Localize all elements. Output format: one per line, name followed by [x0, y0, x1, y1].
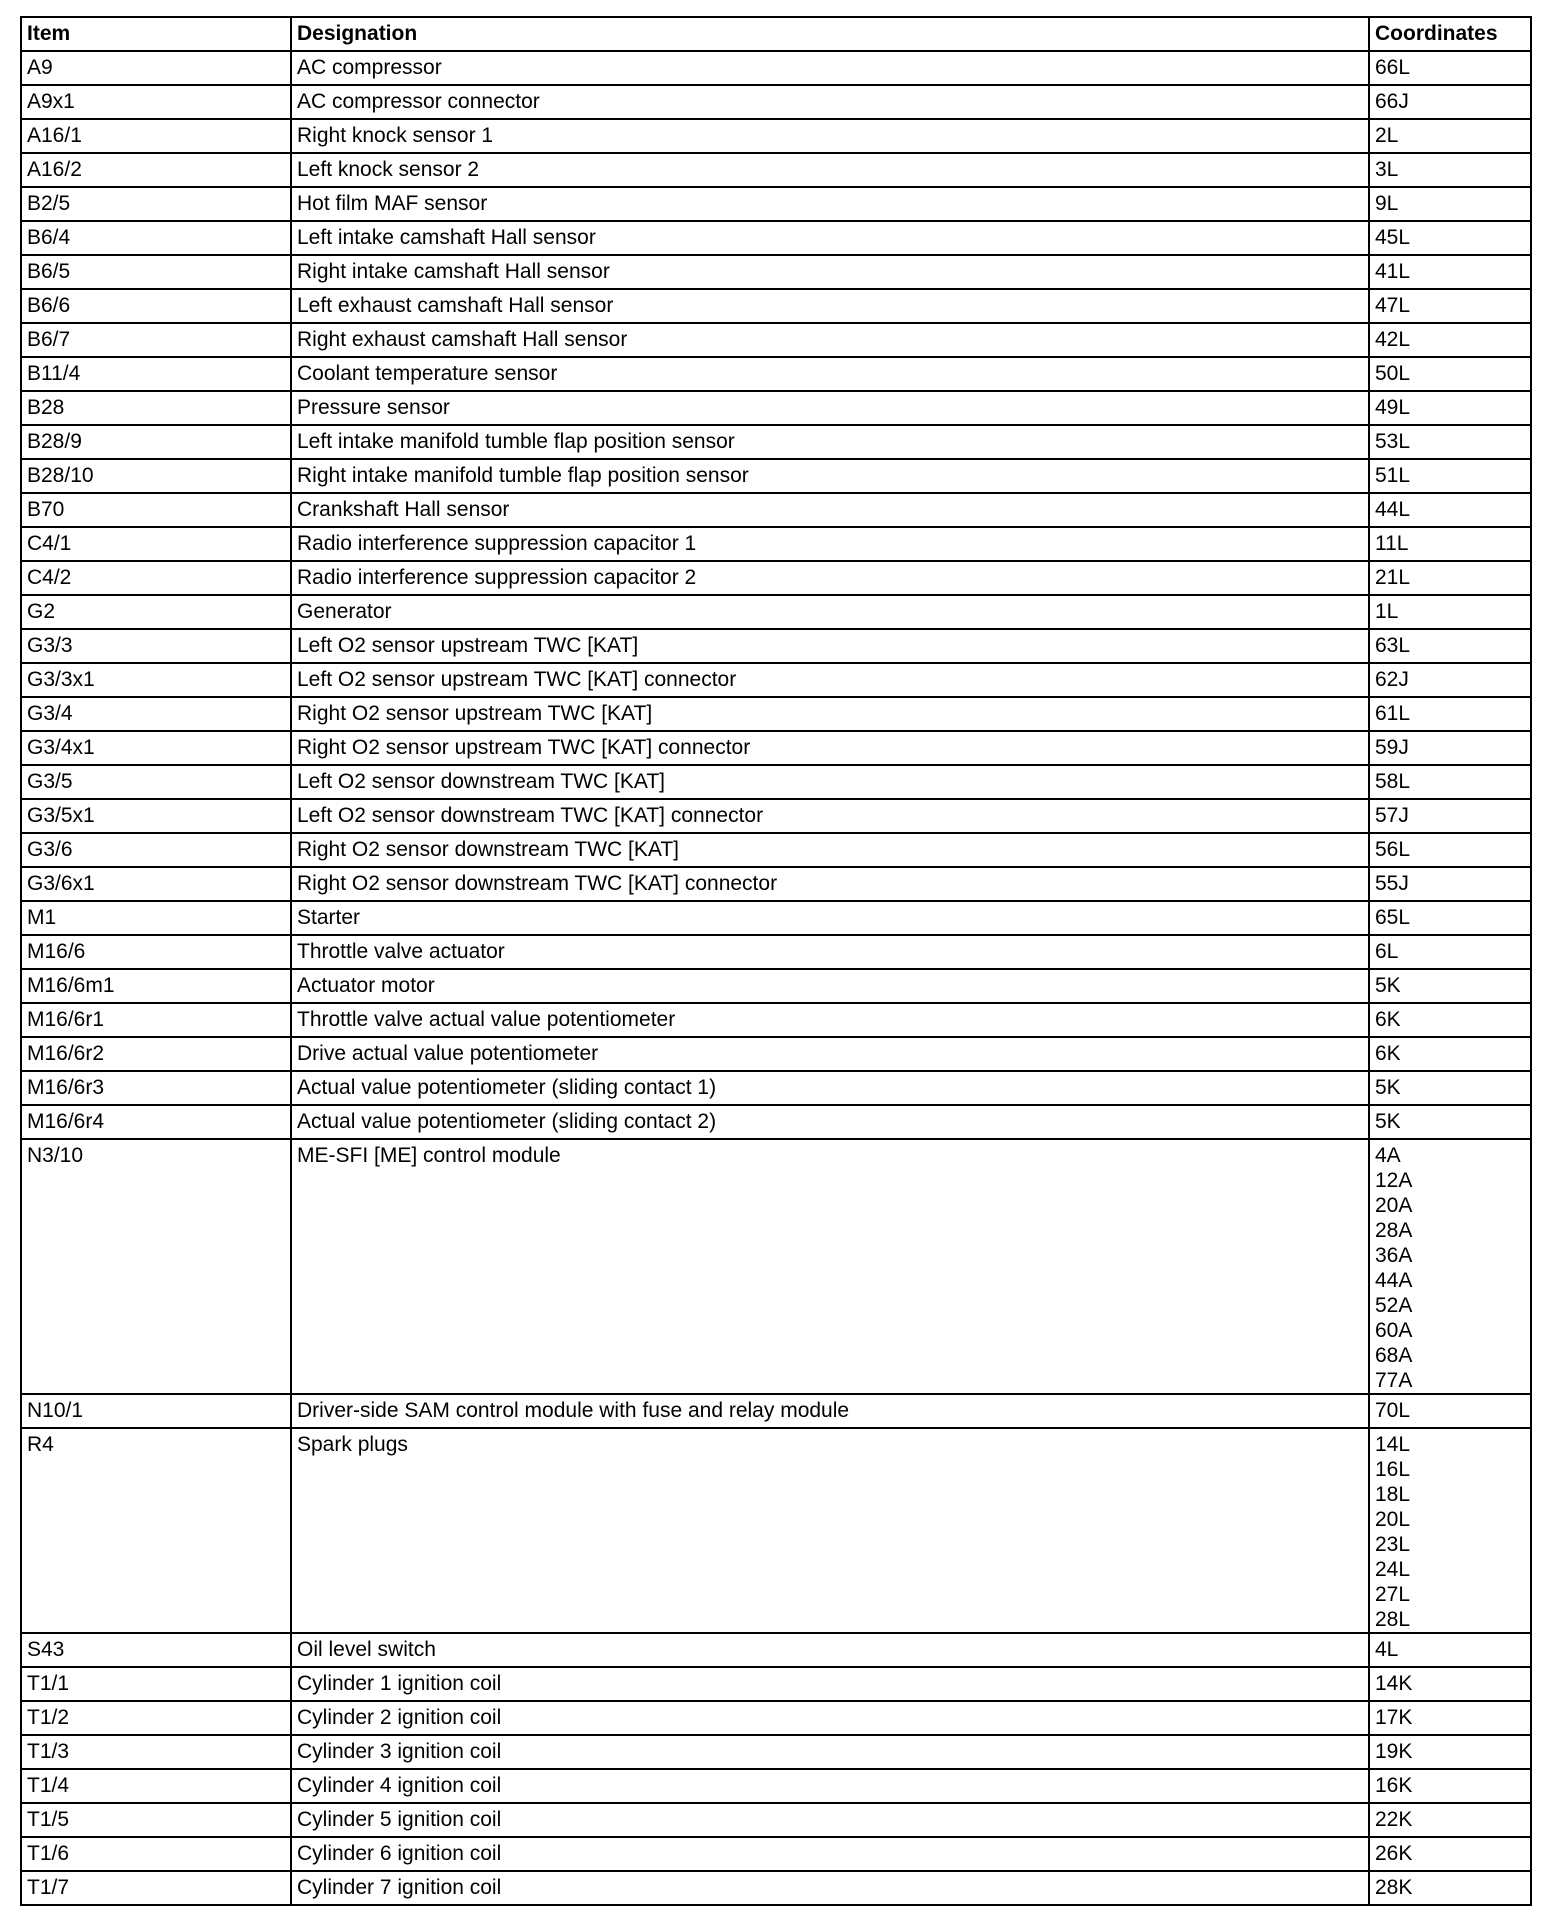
coordinate-value: 27L [1375, 1583, 1411, 1606]
item-cell: S43 [21, 1633, 291, 1667]
coordinate-value: 28A [1375, 1219, 1413, 1242]
designation-cell: Left intake manifold tumble flap position sensor [291, 425, 1369, 459]
table-row [21, 221, 1531, 255]
coordinate-value: 28L [1375, 1608, 1411, 1631]
designation-cell: Actual value potentiometer (sliding contact 1) [291, 1071, 1369, 1105]
coordinates-cell [1369, 119, 1531, 153]
table-row [21, 85, 1531, 119]
coordinate-value: 3L [1375, 158, 1399, 181]
table-row [21, 391, 1531, 425]
coordinate-value: 47L [1375, 294, 1411, 317]
coordinate-value: 20L [1375, 1508, 1411, 1531]
coordinates-cell [1369, 901, 1531, 935]
item-cell: C4/2 [21, 561, 291, 595]
coordinate-value: 22K [1375, 1808, 1413, 1831]
table-row [21, 323, 1531, 357]
designation-cell: Left exhaust camshaft Hall sensor [291, 289, 1369, 323]
item-cell: A16/2 [21, 153, 291, 187]
designation-cell: Pressure sensor [291, 391, 1369, 425]
table-row [21, 153, 1531, 187]
item-cell: G3/6x1 [21, 867, 291, 901]
table-row [21, 357, 1531, 391]
coordinate-value: 6K [1375, 1008, 1401, 1031]
designation-cell: Right intake camshaft Hall sensor [291, 255, 1369, 289]
coordinate-value: 23L [1375, 1533, 1411, 1556]
item-cell: B70 [21, 493, 291, 527]
item-cell: A9 [21, 51, 291, 85]
designation-cell: Left O2 sensor downstream TWC [KAT] connector [291, 799, 1369, 833]
table-row [21, 561, 1531, 595]
coordinates-cell [1369, 187, 1531, 221]
item-cell: T1/5 [21, 1803, 291, 1837]
table-row [21, 935, 1531, 969]
coordinate-value: 77A [1375, 1369, 1413, 1392]
coordinates-cell [1369, 255, 1531, 289]
coordinates-cell [1369, 357, 1531, 391]
coordinate-value: 66J [1375, 90, 1409, 113]
designation-cell: Right exhaust camshaft Hall sensor [291, 323, 1369, 357]
coordinate-value: 5K [1375, 974, 1401, 997]
item-cell: M16/6r3 [21, 1071, 291, 1105]
coordinate-value: 55J [1375, 872, 1409, 895]
item-cell: B6/4 [21, 221, 291, 255]
designation-cell: Cylinder 3 ignition coil [291, 1735, 1369, 1769]
designation-cell: Left intake camshaft Hall sensor [291, 221, 1369, 255]
table-row [21, 595, 1531, 629]
coordinates-cell [1369, 425, 1531, 459]
coordinates-cell [1369, 51, 1531, 85]
coordinates-cell [1369, 1037, 1531, 1071]
item-cell: C4/1 [21, 527, 291, 561]
coordinate-value: 44A [1375, 1269, 1413, 1292]
coordinate-value: 20A [1375, 1194, 1413, 1217]
coordinates-cell [1369, 1871, 1531, 1905]
coordinates-cell [1369, 833, 1531, 867]
item-cell: B11/4 [21, 357, 291, 391]
item-cell: G3/3 [21, 629, 291, 663]
coordinate-value: 59J [1375, 736, 1409, 759]
component-table [20, 16, 1532, 1906]
item-cell: B28/9 [21, 425, 291, 459]
coordinate-value: 17K [1375, 1706, 1413, 1729]
coordinate-value: 11L [1375, 532, 1409, 555]
designation-cell: Left O2 sensor upstream TWC [KAT] connector [291, 663, 1369, 697]
table-row [21, 765, 1531, 799]
coordinate-value: 63L [1375, 634, 1411, 657]
table-row [21, 1071, 1531, 1105]
table-row [21, 1803, 1531, 1837]
designation-cell: Left O2 sensor downstream TWC [KAT] [291, 765, 1369, 799]
designation-cell: Drive actual value potentiometer [291, 1037, 1369, 1071]
item-cell: M16/6r2 [21, 1037, 291, 1071]
header-coordinates: Coordinates [1369, 17, 1531, 51]
table-row [21, 1394, 1531, 1428]
item-cell: M16/6r1 [21, 1003, 291, 1037]
coordinates-cell [1369, 1803, 1531, 1837]
designation-cell: Cylinder 4 ignition coil [291, 1769, 1369, 1803]
coordinate-value: 51L [1375, 464, 1411, 487]
designation-cell: AC compressor connector [291, 85, 1369, 119]
coordinates-cell [1369, 561, 1531, 595]
designation-cell: Left O2 sensor upstream TWC [KAT] [291, 629, 1369, 663]
coordinates-cell [1369, 1139, 1531, 1394]
coordinate-value: 65L [1375, 906, 1411, 929]
coordinates-cell [1369, 1701, 1531, 1735]
coordinate-value: 2L [1375, 124, 1399, 147]
coordinates-cell [1369, 85, 1531, 119]
coordinate-value: 42L [1375, 328, 1411, 351]
designation-cell: Throttle valve actuator [291, 935, 1369, 969]
table-row [21, 1871, 1531, 1905]
coordinate-value: 5K [1375, 1076, 1401, 1099]
coordinates-cell [1369, 289, 1531, 323]
item-cell: G3/5 [21, 765, 291, 799]
coordinates-cell [1369, 697, 1531, 731]
header-row [21, 17, 1531, 51]
coordinate-value: 26K [1375, 1842, 1413, 1865]
coordinate-value: 1L [1375, 600, 1399, 623]
item-cell: B28 [21, 391, 291, 425]
coordinates-cell [1369, 595, 1531, 629]
coordinate-value: 28K [1375, 1876, 1413, 1899]
designation-cell: Throttle valve actual value potentiometer [291, 1003, 1369, 1037]
designation-cell: Right O2 sensor downstream TWC [KAT] [291, 833, 1369, 867]
table-row [21, 799, 1531, 833]
table-row [21, 731, 1531, 765]
designation-cell: Cylinder 7 ignition coil [291, 1871, 1369, 1905]
coordinates-cell [1369, 1667, 1531, 1701]
coordinates-cell [1369, 323, 1531, 357]
item-cell: A9x1 [21, 85, 291, 119]
coordinate-value: 21L [1375, 566, 1411, 589]
coordinate-value: 36A [1375, 1244, 1413, 1267]
item-cell: T1/1 [21, 1667, 291, 1701]
table-row [21, 1633, 1531, 1667]
coordinate-value: 70L [1375, 1399, 1411, 1422]
coordinate-value: 6K [1375, 1042, 1401, 1065]
designation-cell: Right knock sensor 1 [291, 119, 1369, 153]
table-row [21, 901, 1531, 935]
designation-cell: Actuator motor [291, 969, 1369, 1003]
designation-cell: Right O2 sensor upstream TWC [KAT] [291, 697, 1369, 731]
table-row [21, 663, 1531, 697]
coordinates-cell [1369, 1394, 1531, 1428]
coordinates-cell [1369, 969, 1531, 1003]
coordinate-value: 50L [1375, 362, 1411, 385]
coordinate-value: 62J [1375, 668, 1409, 691]
designation-cell: Hot film MAF sensor [291, 187, 1369, 221]
coordinates-cell [1369, 663, 1531, 697]
designation-cell: AC compressor [291, 51, 1369, 85]
coordinates-cell [1369, 1071, 1531, 1105]
item-cell: G3/6 [21, 833, 291, 867]
item-cell: G3/5x1 [21, 799, 291, 833]
coordinate-value: 6L [1375, 940, 1399, 963]
designation-cell: Coolant temperature sensor [291, 357, 1369, 391]
header-item: Item [21, 17, 291, 51]
table-row [21, 629, 1531, 663]
coordinates-cell [1369, 221, 1531, 255]
coordinates-cell [1369, 799, 1531, 833]
coordinate-value: 53L [1375, 430, 1411, 453]
coordinate-value: 24L [1375, 1558, 1411, 1581]
table-row [21, 425, 1531, 459]
coordinates-cell [1369, 1837, 1531, 1871]
designation-cell: Spark plugs [291, 1428, 1369, 1633]
item-cell: R4 [21, 1428, 291, 1633]
coordinate-value: 41L [1375, 260, 1411, 283]
designation-cell: Driver-side SAM control module with fuse and relay module [291, 1394, 1369, 1428]
table-row [21, 1003, 1531, 1037]
coordinate-value: 16K [1375, 1774, 1413, 1797]
table-row [21, 51, 1531, 85]
coordinate-value: 44L [1375, 498, 1411, 521]
coordinate-value: 45L [1375, 226, 1411, 249]
coordinates-cell [1369, 493, 1531, 527]
table-row [21, 867, 1531, 901]
coordinates-cell [1369, 527, 1531, 561]
designation-cell: Actual value potentiometer (sliding contact 2) [291, 1105, 1369, 1139]
item-cell: T1/3 [21, 1735, 291, 1769]
table-row [21, 119, 1531, 153]
coordinate-value: 14K [1375, 1672, 1413, 1695]
table-row [21, 697, 1531, 731]
item-cell: T1/4 [21, 1769, 291, 1803]
table-row [21, 527, 1531, 561]
coordinates-cell [1369, 153, 1531, 187]
coordinate-value: 68A [1375, 1344, 1413, 1367]
designation-cell: Right intake manifold tumble flap position sensor [291, 459, 1369, 493]
designation-cell: Left knock sensor 2 [291, 153, 1369, 187]
coordinate-value: 4A [1375, 1144, 1401, 1167]
coordinate-value: 16L [1375, 1458, 1411, 1481]
designation-cell: Generator [291, 595, 1369, 629]
coordinates-cell [1369, 391, 1531, 425]
item-cell: M16/6r4 [21, 1105, 291, 1139]
coordinate-value: 57J [1375, 804, 1409, 827]
item-cell: B28/10 [21, 459, 291, 493]
table-row [21, 1701, 1531, 1735]
designation-cell: Right O2 sensor downstream TWC [KAT] connector [291, 867, 1369, 901]
item-cell: M1 [21, 901, 291, 935]
item-cell: T1/6 [21, 1837, 291, 1871]
coordinate-value: 12A [1375, 1169, 1413, 1192]
coordinates-cell [1369, 1428, 1531, 1633]
table-row [21, 1428, 1531, 1633]
item-cell: B6/5 [21, 255, 291, 289]
coordinate-value: 49L [1375, 396, 1411, 419]
coordinate-value: 52A [1375, 1294, 1413, 1317]
coordinates-cell [1369, 459, 1531, 493]
designation-cell: Cylinder 5 ignition coil [291, 1803, 1369, 1837]
table-row [21, 1139, 1531, 1394]
table-row [21, 493, 1531, 527]
table-row [21, 255, 1531, 289]
item-cell: A16/1 [21, 119, 291, 153]
coordinates-cell [1369, 1003, 1531, 1037]
designation-cell: Cylinder 1 ignition coil [291, 1667, 1369, 1701]
item-cell: G3/4 [21, 697, 291, 731]
designation-cell: Starter [291, 901, 1369, 935]
designation-cell: ME-SFI [ME] control module [291, 1139, 1369, 1394]
item-cell: B6/7 [21, 323, 291, 357]
designation-cell: Crankshaft Hall sensor [291, 493, 1369, 527]
coordinates-cell [1369, 765, 1531, 799]
table-row [21, 969, 1531, 1003]
item-cell: M16/6 [21, 935, 291, 969]
table-row [21, 1037, 1531, 1071]
table-row [21, 187, 1531, 221]
coordinates-cell [1369, 1735, 1531, 1769]
coordinates-cell [1369, 935, 1531, 969]
item-cell: T1/2 [21, 1701, 291, 1735]
table-row [21, 1837, 1531, 1871]
coordinates-cell [1369, 1105, 1531, 1139]
item-cell: N10/1 [21, 1394, 291, 1428]
designation-cell: Cylinder 6 ignition coil [291, 1837, 1369, 1871]
coordinate-value: 19K [1375, 1740, 1413, 1763]
coordinate-value: 9L [1375, 192, 1399, 215]
table-row [21, 1769, 1531, 1803]
table-row [21, 1735, 1531, 1769]
table-row [21, 459, 1531, 493]
coordinates-cell [1369, 629, 1531, 663]
coordinate-value: 4L [1375, 1638, 1399, 1661]
coordinate-value: 66L [1375, 56, 1411, 79]
item-cell: B6/6 [21, 289, 291, 323]
item-cell: M16/6m1 [21, 969, 291, 1003]
designation-cell: Cylinder 2 ignition coil [291, 1701, 1369, 1735]
coordinate-value: 18L [1375, 1483, 1411, 1506]
item-cell: G3/3x1 [21, 663, 291, 697]
item-cell: G3/4x1 [21, 731, 291, 765]
designation-cell: Oil level switch [291, 1633, 1369, 1667]
item-cell: B2/5 [21, 187, 291, 221]
coordinates-cell [1369, 731, 1531, 765]
coordinate-value: 61L [1375, 702, 1411, 725]
coordinate-value: 60A [1375, 1319, 1413, 1342]
designation-cell: Radio interference suppression capacitor 2 [291, 561, 1369, 595]
coordinate-value: 58L [1375, 770, 1411, 793]
coordinates-cell [1369, 1769, 1531, 1803]
item-cell: G2 [21, 595, 291, 629]
coordinates-cell [1369, 1633, 1531, 1667]
item-cell: N3/10 [21, 1139, 291, 1394]
coordinate-value: 56L [1375, 838, 1411, 861]
header-designation: Designation [291, 17, 1369, 51]
table-row [21, 1105, 1531, 1139]
item-cell: T1/7 [21, 1871, 291, 1905]
table-row [21, 289, 1531, 323]
table-row [21, 833, 1531, 867]
table-row [21, 1667, 1531, 1701]
coordinates-cell [1369, 867, 1531, 901]
coordinate-value: 5K [1375, 1110, 1401, 1133]
coordinate-value: 14L [1375, 1433, 1411, 1456]
designation-cell: Right O2 sensor upstream TWC [KAT] connector [291, 731, 1369, 765]
designation-cell: Radio interference suppression capacitor 1 [291, 527, 1369, 561]
